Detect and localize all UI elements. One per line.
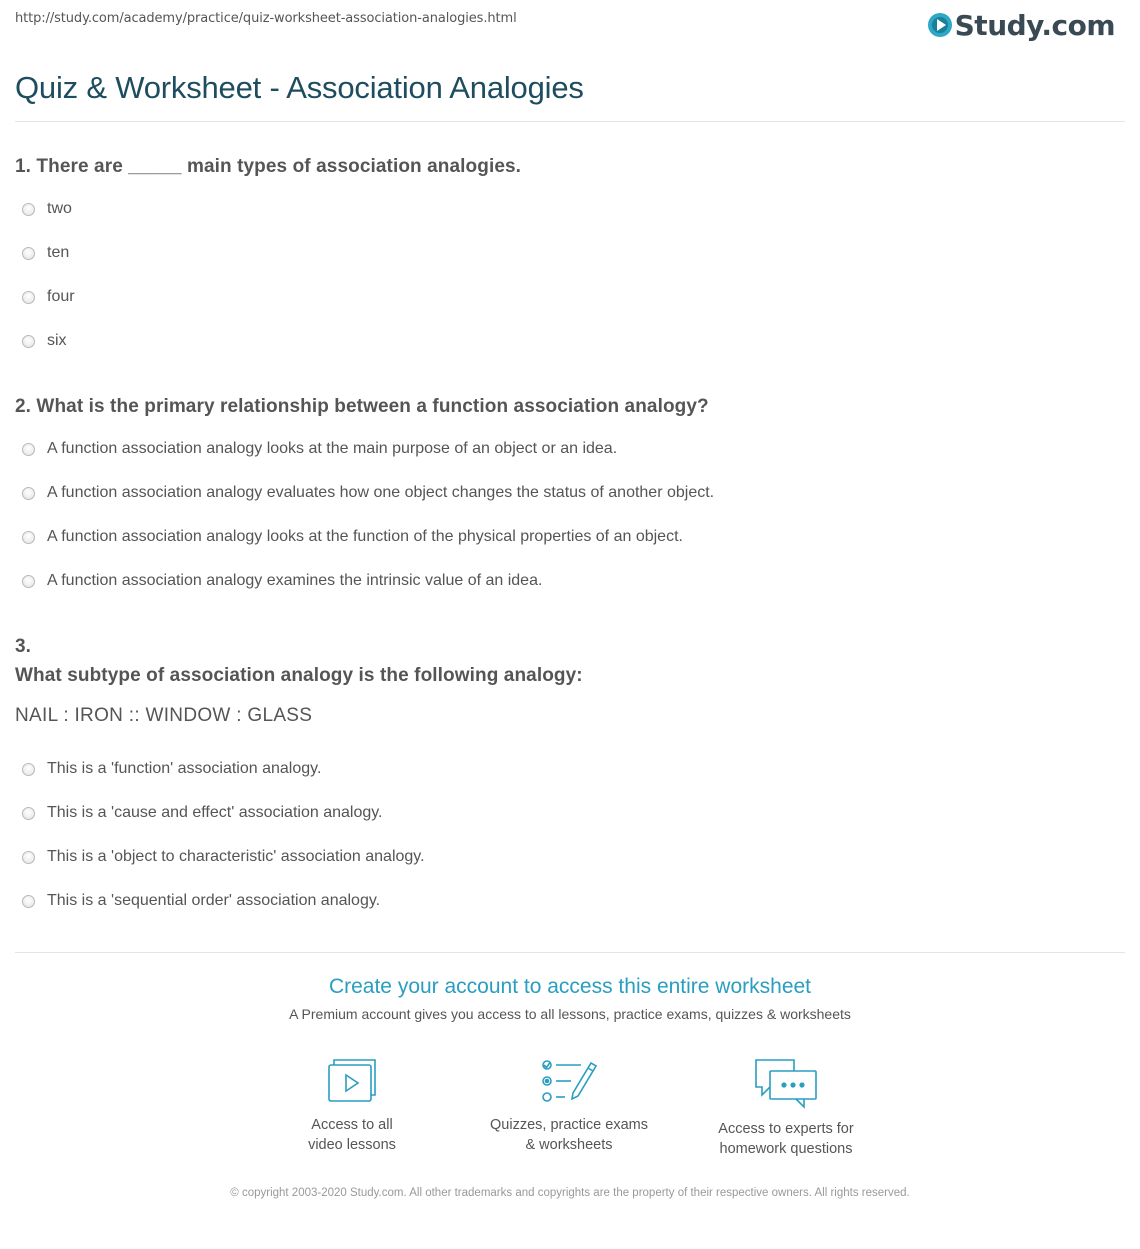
radio-button[interactable]: [22, 531, 35, 544]
q3-option-2[interactable]: [22, 804, 383, 822]
radio-button[interactable]: [22, 203, 35, 216]
option-label: six: [47, 332, 67, 349]
question-2: 2. What is the primary relationship between a function association analogy?: [15, 396, 709, 417]
option-label: ten: [47, 244, 70, 261]
feature-label: Access to experts for homework questions: [718, 1121, 854, 1157]
page-url: http://study.com/academy/practice/quiz-worksheet-association-analogies.html: [15, 11, 517, 26]
feature-quizzes: [469, 1057, 669, 1155]
study-logo[interactable]: [928, 7, 1115, 43]
radio-button[interactable]: [22, 763, 35, 776]
option-label: two: [47, 200, 72, 217]
q1-option-4[interactable]: [22, 332, 67, 350]
feature-label: Access to all video lessons: [308, 1117, 396, 1153]
radio-button[interactable]: [22, 851, 35, 864]
q2-option-4[interactable]: [22, 572, 542, 590]
option-label: A function association analogy looks at the function of the physical properties of an object.: [47, 528, 683, 545]
q1-option-3[interactable]: [22, 288, 75, 306]
q3-option-1[interactable]: [22, 760, 321, 778]
play-logo-icon: [928, 13, 952, 37]
q3-option-3[interactable]: [22, 848, 425, 866]
q2-option-1[interactable]: [22, 440, 617, 458]
cta-subtitle: A Premium account gives you access to all lessons, practice exams, quizzes & worksheets: [289, 1006, 851, 1022]
option-label: four: [47, 288, 75, 305]
option-label: A function association analogy examines the intrinsic value of an idea.: [47, 572, 543, 589]
section-divider: [15, 952, 1125, 953]
radio-button[interactable]: [22, 807, 35, 820]
option-label: A function association analogy looks at the main purpose of an object or an idea.: [47, 440, 618, 457]
question-3: What subtype of association analogy is the following analogy:: [15, 665, 583, 686]
q1-option-1[interactable]: [22, 200, 72, 218]
option-label: This is a 'object to characteristic' association analogy.: [47, 848, 425, 865]
header-divider: [15, 121, 1125, 122]
radio-button[interactable]: [22, 895, 35, 908]
radio-button[interactable]: [22, 247, 35, 260]
page-title: Quiz & Worksheet - Association Analogies: [15, 70, 584, 105]
q2-option-3[interactable]: [22, 528, 683, 546]
logo-text: Study.com: [954, 8, 1115, 42]
question-1: 1. There are _____ main types of association analogies.: [15, 156, 522, 177]
question-3-number: 3.: [15, 636, 32, 657]
chat-bubbles-icon: [754, 1057, 818, 1109]
radio-button[interactable]: [22, 487, 35, 500]
option-label: This is a 'cause and effect' association analogy.: [47, 804, 383, 821]
question-3-analogy: NAIL : IRON :: WINDOW : GLASS: [15, 705, 313, 726]
feature-label: Quizzes, practice exams & worksheets: [490, 1117, 648, 1153]
feature-video-lessons: [252, 1057, 452, 1155]
q3-option-4[interactable]: [22, 892, 380, 910]
feature-experts: [686, 1057, 886, 1159]
quiz-checklist-icon: [541, 1057, 597, 1105]
q2-option-2[interactable]: [22, 484, 714, 502]
radio-button[interactable]: [22, 291, 35, 304]
option-label: This is a 'function' association analogy.: [47, 760, 322, 777]
radio-button[interactable]: [22, 443, 35, 456]
q1-option-2[interactable]: [22, 244, 69, 262]
radio-button[interactable]: [22, 575, 35, 588]
radio-button[interactable]: [22, 335, 35, 348]
option-label: A function association analogy evaluates how one object changes the status of another object.: [47, 484, 715, 501]
copyright-footer: © copyright 2003-2020 Study.com. All other trademarks and copyrights are the property of their respective owners. All rights reserved.: [230, 1187, 910, 1199]
cta-title-link[interactable]: Create your account to access this entire worksheet: [328, 975, 812, 998]
option-label: This is a 'sequential order' association analogy.: [47, 892, 381, 909]
video-lesson-icon: [326, 1057, 378, 1105]
